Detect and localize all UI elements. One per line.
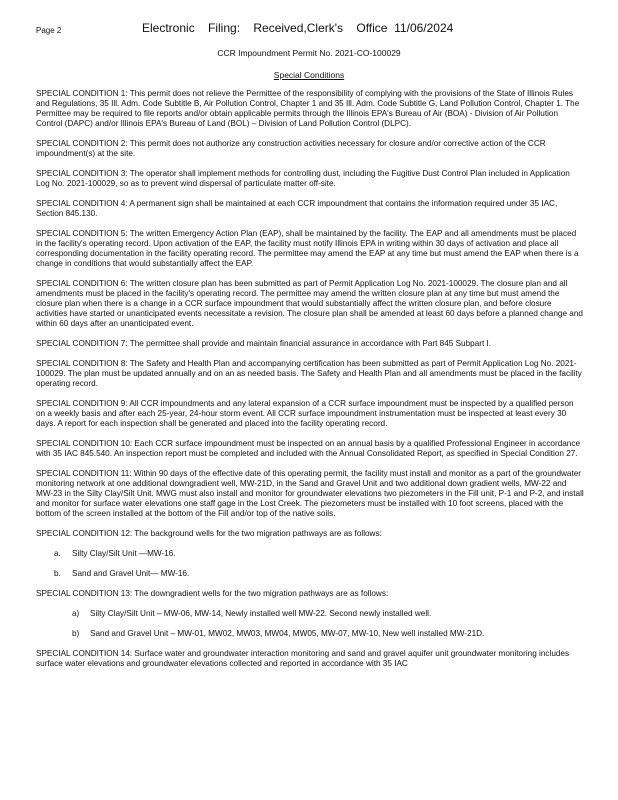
special-condition-10: SPECIAL CONDITION 10: Each CCR surface impoundment must be inspected on an annual basis by a qualified Professional Engineer in accordance with 35 IAC 845.540. An inspection report must be completed and included with the Annual Consolidated Report, as specified in Special Condition 27. [36, 439, 580, 458]
list-item-text: Sand and Gravel Unit – MW-01, MW02, MW03, MW04, MW05, MW-07, MW-10, New well installed MW-21D. [90, 629, 485, 638]
document-title: CCR Impoundment Permit No. 2021-CO-100029 [217, 48, 401, 58]
filing-stamp: Electronic Filing: Received,Clerk's Office 11/06/2024 [142, 21, 454, 35]
special-condition-1: SPECIAL CONDITION 1: This permit does not relieve the Permittee of the responsibility of complying with the provisions of the State of Illinois Rules and Regulations, 35 Ill. Adm. Code Subtitle B, Air Pollution Control, Chapter 1 and 35 Ill. Adm. Code Subtitle G, Land Pollution Control, Chapter 1. The Permittee may be required to file reports and/or obtain applicable permits through the Illinois EPA's Bureau of Air (BOA) - Division of Air Pollution Control (DAPC) and/or Illinois EPA's Bureau of Land (BOL) – Division of Land Pollution Control (DLPC). [36, 89, 580, 128]
list-marker: b. [54, 569, 61, 578]
special-condition-14: SPECIAL CONDITION 14: Surface water and groundwater interaction monitoring and sand and gravel aquifer unit groundwater monitoring includes surface water elevations and groundwater elevations collected and reported in accordance with 35 IAC [36, 649, 570, 668]
special-condition-2: SPECIAL CONDITION 2: This permit does not authorize any construction activities necessary for closure and/or corrective action of the CCR impoundment(s) at the site. [36, 139, 546, 158]
list-marker: a) [72, 609, 80, 618]
downgradient-well-item [36, 629, 584, 639]
special-condition-6: SPECIAL CONDITION 6: The written closure plan has been submitted as part of Permit Application Log No. 2021-100029. The closure plan and all amendments must be placed in the facility's operating record. The permittee may amend the written closure plan at any time but must amend the closure plan when there is a change in a CCR surface impoundment that would substantially affect the written closure plan, and before closure activities have started or unanticipated events necessitate a revision. The closure plan shall be amended at least 60 days before a planned change and within 60 days after an unanticipated event. [36, 279, 583, 328]
special-condition-9: SPECIAL CONDITION 9: All CCR impoundments and any lateral expansion of a CCR surface impoundment must be inspected by a qualified person on a weekly basis and after each 25-year, 24-hour storm event. All CCR surface impoundment instrumentation must be inspected at least every 30 days. A report for each inspection shall be generated and placed into the facility operating record. [36, 399, 574, 428]
section-heading: Special Conditions [273, 70, 345, 80]
list-marker: a. [54, 549, 61, 558]
list-item-text: Sand and Gravel Unit— MW-16. [72, 569, 190, 578]
special-condition-5: SPECIAL CONDITION 5: The written Emergency Action Plan (EAP), shall be maintained by the facility. The EAP and all amendments must be placed in the facility's operating record. Upon activation of the EAP, the facility must notify Illinois EPA in writing within 30 days of activation and place all corresponding documentation in the facility operating record. The permittee may amend the EAP at any time but must amend the EAP when there is a change in conditions that would substantially affect the EAP. [36, 229, 579, 268]
list-marker: b) [72, 629, 80, 638]
downgradient-well-item [36, 609, 584, 619]
special-condition-4: SPECIAL CONDITION 4: A permanent sign shall be maintained at each CCR impoundment that contains the information required under 35 IAC, Section 845.130. [36, 199, 558, 218]
list-item-text: Silty Clay/Silt Unit – MW-06, MW-14, Newly installed well MW-22. Second newly installed well. [90, 609, 432, 618]
list-item-text: Silty Clay/Silt Unit —MW-16. [72, 549, 176, 558]
special-condition-12: SPECIAL CONDITION 12: The background wells for the two migration pathways are as follows: [36, 529, 382, 538]
document-body [36, 89, 584, 679]
special-condition-13: SPECIAL CONDITION 13: The downgradient wells for the two migration pathways are as follows: [36, 589, 389, 598]
special-condition-11: SPECIAL CONDITION 11: Within 90 days of the effective date of this operating permit, the facility must install and monitor as a part of the groundwater monitoring network at one additional downgradient well, MW-21D, in the Sand and Gravel Unit and two additional down gradient wells, MW-22 and MW-23 in the Silty Clay/Silt Unit. MWG must also install and monitor for groundwater elevations two piezometers in the Fill unit, P-1 and P-2, and install and monitor for surface water elevations one staff gage in the Lost Creek. The piezometers must be installed with 10 foot screens, placed with the bottom of the screen installed at the bottom of the Fill and/or top of the native soils. [36, 469, 584, 518]
special-condition-8: SPECIAL CONDITION 8: The Safety and Health Plan and accompanying certification has been submitted as part of Permit Application Log No. 2021-100029. The plan must be updated annually and on an as needed basis. The Safety and Health Plan and all amendments must be placed in the facility operating record. [36, 359, 582, 388]
special-condition-7: SPECIAL CONDITION 7: The permittee shall provide and maintain financial assurance in accordance with Part 845 Subpart I. [36, 339, 492, 348]
background-well-item [36, 569, 584, 579]
background-well-item [36, 549, 584, 559]
page-number: Page 2 [36, 26, 62, 35]
special-condition-3: SPECIAL CONDITION 3: The operator shall implement methods for controlling dust, including the Fugitive Dust Control Plan included in Application Log No. 2021-100029, so as to prevent wind dispersal of particulate matter off-site. [36, 169, 570, 188]
